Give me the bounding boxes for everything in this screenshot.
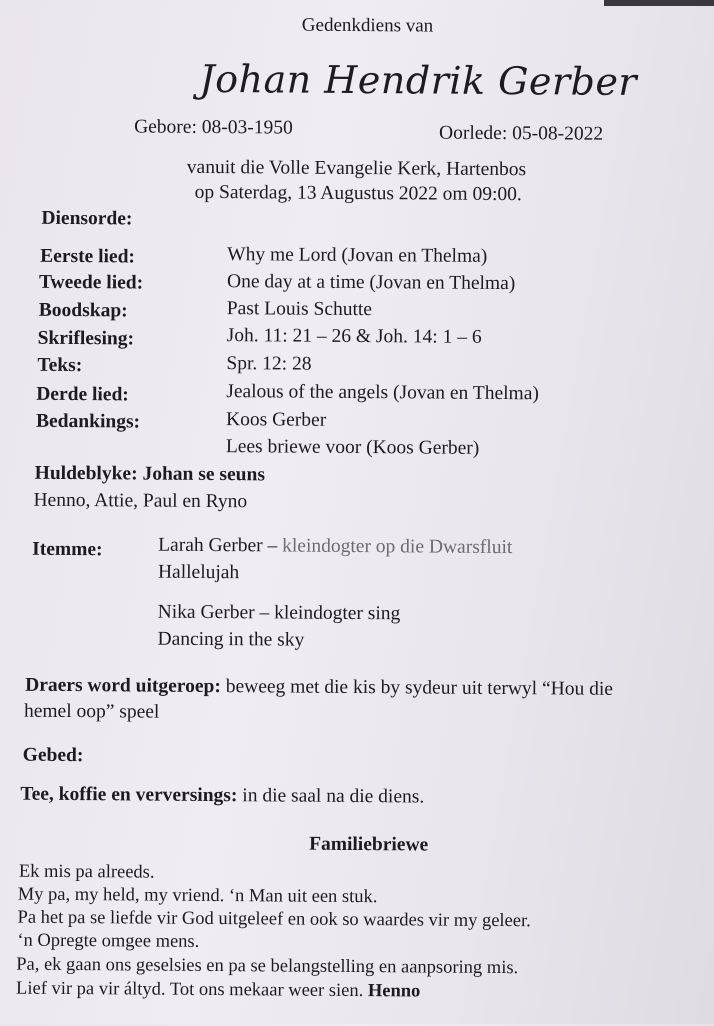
letter-line-3: Pa het pa se liefde vir God uitgeleef en ook so waardes vir my geleer. — [17, 907, 531, 932]
letter-line-1: Ek mis pa alreeds. — [18, 861, 155, 883]
venue-line: vanuit die Volle Evangelie Kerk, Hartenbos — [186, 156, 527, 181]
order-value-3: Past Louis Schutte — [226, 298, 373, 321]
datetime-line: op Saterdag, 13 Augustus 2022 om 09:00. — [194, 181, 522, 206]
order-label-5: Teks: — [37, 354, 83, 377]
order-value-2: One day at a time (Jovan en Thelma) — [226, 271, 516, 295]
item-1-performer: Larah Gerber – — [158, 534, 283, 557]
item-2-line1: Nika Gerber – kleindogter sing — [157, 601, 401, 625]
letter-line-6-text: Lief vir pa vir áltyd. Tot ons mekaar weer sien. — [16, 978, 368, 1002]
deceased-name: Johan Hendrik Gerber — [199, 56, 638, 104]
letter-line-5: Pa, ek gaan ons geselsies en pa se belangstelling en aanpsoring mis. — [16, 954, 519, 979]
order-value-5: Spr. 12: 28 — [226, 353, 312, 375]
order-title: Diensorde: — [41, 207, 133, 230]
order-label-2: Tweede lied: — [38, 271, 144, 294]
order-label-4: Skriflesing: — [37, 327, 135, 350]
letter-line-2: My pa, my held, my vriend. ‘n Man uit een stuk. — [17, 884, 378, 908]
item-1-line1 — [158, 535, 512, 559]
tea-text: in die saal na die diens. — [237, 785, 425, 808]
item-2-title: Dancing in the sky — [157, 628, 305, 651]
letter-line-6 — [16, 979, 420, 1003]
prayer-label: Gebed: — [22, 744, 84, 767]
birth-date: Gebore: 08-03-1950 — [134, 116, 293, 139]
bearers-line1 — [25, 675, 613, 701]
letter-signature: Henno — [367, 981, 421, 1002]
letter-line-4: ‘n Opregte omgee mens. — [17, 930, 200, 952]
letters-title: Familiebriewe — [309, 833, 429, 856]
order-value-7b: Lees briewe voor (Koos Gerber) — [225, 436, 480, 459]
tributes-names: Henno, Attie, Paul en Ryno — [33, 489, 248, 513]
order-value-6: Jealous of the angels (Jovan en Thelma) — [226, 381, 539, 405]
death-date: Oorlede: 05-08-2022 — [438, 122, 604, 145]
tea-line — [20, 784, 424, 809]
items-label: Itemme: — [32, 538, 103, 561]
item-1-title: Hallelujah — [157, 561, 240, 584]
order-label-1: Eerste lied: — [40, 245, 136, 268]
order-label-6: Derde lied: — [36, 383, 129, 406]
bearers-text: beweeg met die kis by sydeur uit terwyl “Hou die — [220, 676, 614, 700]
bearers-label: Draers word uitgeroep: — [25, 674, 221, 698]
order-value-7: Koos Gerber — [225, 409, 327, 431]
order-label-3: Boodskap: — [38, 299, 128, 322]
tea-label: Tee, koffie en verversings: — [20, 783, 238, 807]
intro-heading: Gedenkdiens van — [301, 14, 434, 37]
order-label-7: Bedankings: — [35, 410, 141, 433]
tributes-label: Huldeblyke: Johan se seuns — [34, 462, 266, 486]
item-1-role: kleindogter op die Dwarsfluit — [282, 535, 513, 559]
bearers-line2: hemel oop” speel — [23, 700, 160, 723]
order-value-4: Joh. 11: 21 – 26 & Joh. 14: 1 – 6 — [226, 325, 482, 348]
order-value-1: Why me Lord (Jovan en Thelma) — [227, 244, 488, 267]
